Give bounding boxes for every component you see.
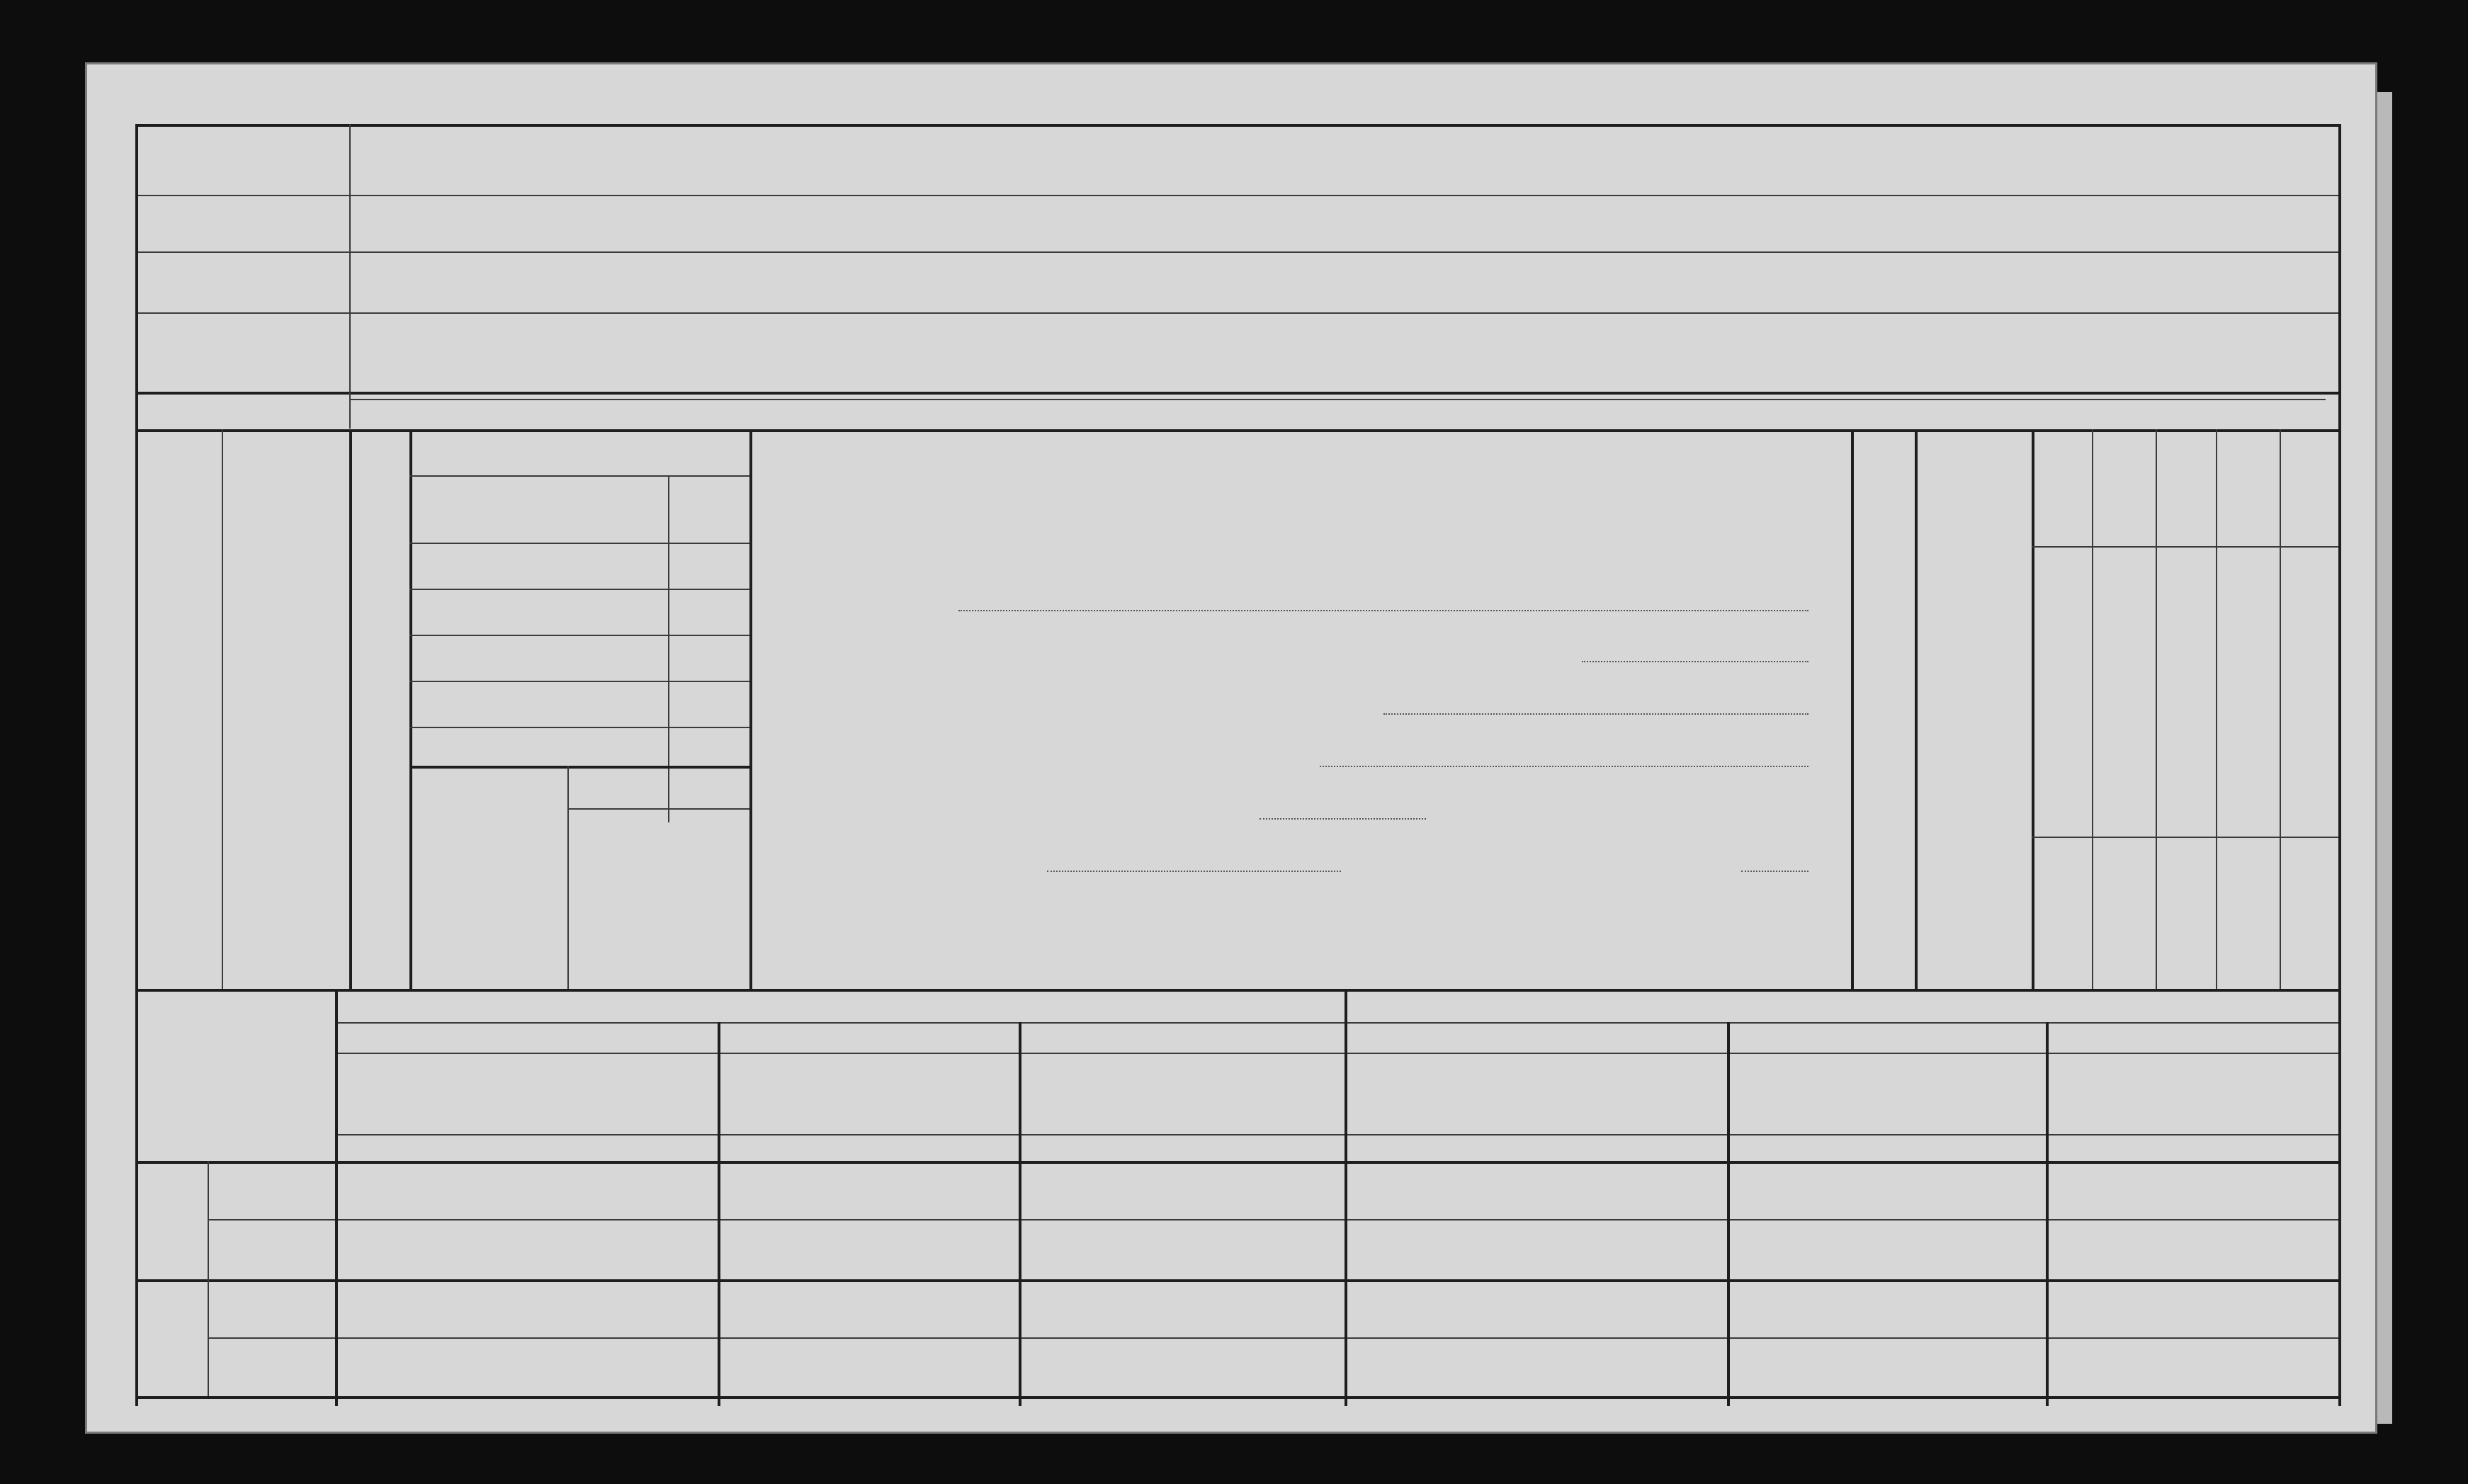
line bbox=[135, 989, 2338, 992]
line bbox=[335, 989, 338, 1406]
line bbox=[409, 681, 749, 682]
line bbox=[2092, 429, 2093, 989]
line bbox=[718, 1022, 720, 1406]
line bbox=[208, 1337, 2338, 1339]
line bbox=[2216, 429, 2217, 989]
line bbox=[335, 1022, 2338, 1024]
line bbox=[2280, 429, 2281, 989]
line bbox=[349, 399, 2326, 400]
line bbox=[409, 475, 749, 477]
line bbox=[2032, 837, 2338, 838]
answer-line bbox=[958, 610, 1808, 611]
line bbox=[2032, 429, 2034, 989]
line bbox=[668, 475, 669, 822]
line bbox=[135, 1161, 2338, 1164]
answer-line bbox=[1383, 713, 1808, 715]
left-border bbox=[135, 124, 138, 1406]
line bbox=[409, 429, 412, 989]
line bbox=[2156, 429, 2157, 989]
line bbox=[567, 766, 569, 989]
line bbox=[335, 1134, 2338, 1135]
line bbox=[409, 635, 749, 636]
line bbox=[2032, 546, 2338, 548]
answer-line bbox=[1260, 818, 1426, 820]
answer-line bbox=[1741, 871, 1808, 872]
line bbox=[135, 429, 2338, 432]
line bbox=[1851, 429, 1854, 989]
right-border bbox=[2338, 124, 2341, 1406]
line bbox=[409, 766, 749, 769]
line bbox=[135, 195, 2338, 196]
line bbox=[1345, 989, 1347, 1406]
line bbox=[135, 1279, 2338, 1282]
line bbox=[349, 429, 352, 989]
line bbox=[135, 1396, 2338, 1399]
line bbox=[335, 1053, 2338, 1054]
line bbox=[222, 429, 223, 989]
line bbox=[1915, 429, 1918, 989]
answer-line bbox=[1320, 766, 1808, 767]
answer-line bbox=[1582, 661, 1808, 662]
line bbox=[409, 589, 749, 590]
line bbox=[1727, 1022, 1730, 1406]
line bbox=[135, 251, 2338, 253]
line bbox=[208, 1161, 209, 1396]
line bbox=[409, 727, 749, 728]
top-border bbox=[135, 124, 2338, 127]
line bbox=[409, 543, 749, 544]
census-form-sheet bbox=[85, 62, 2377, 1434]
line bbox=[208, 1219, 2338, 1220]
line bbox=[135, 312, 2338, 314]
line bbox=[567, 808, 749, 810]
line bbox=[349, 124, 351, 429]
line bbox=[2046, 1022, 2049, 1406]
line bbox=[1019, 1022, 1021, 1406]
line bbox=[749, 429, 752, 989]
answer-line bbox=[1047, 871, 1341, 872]
line bbox=[135, 392, 2338, 395]
